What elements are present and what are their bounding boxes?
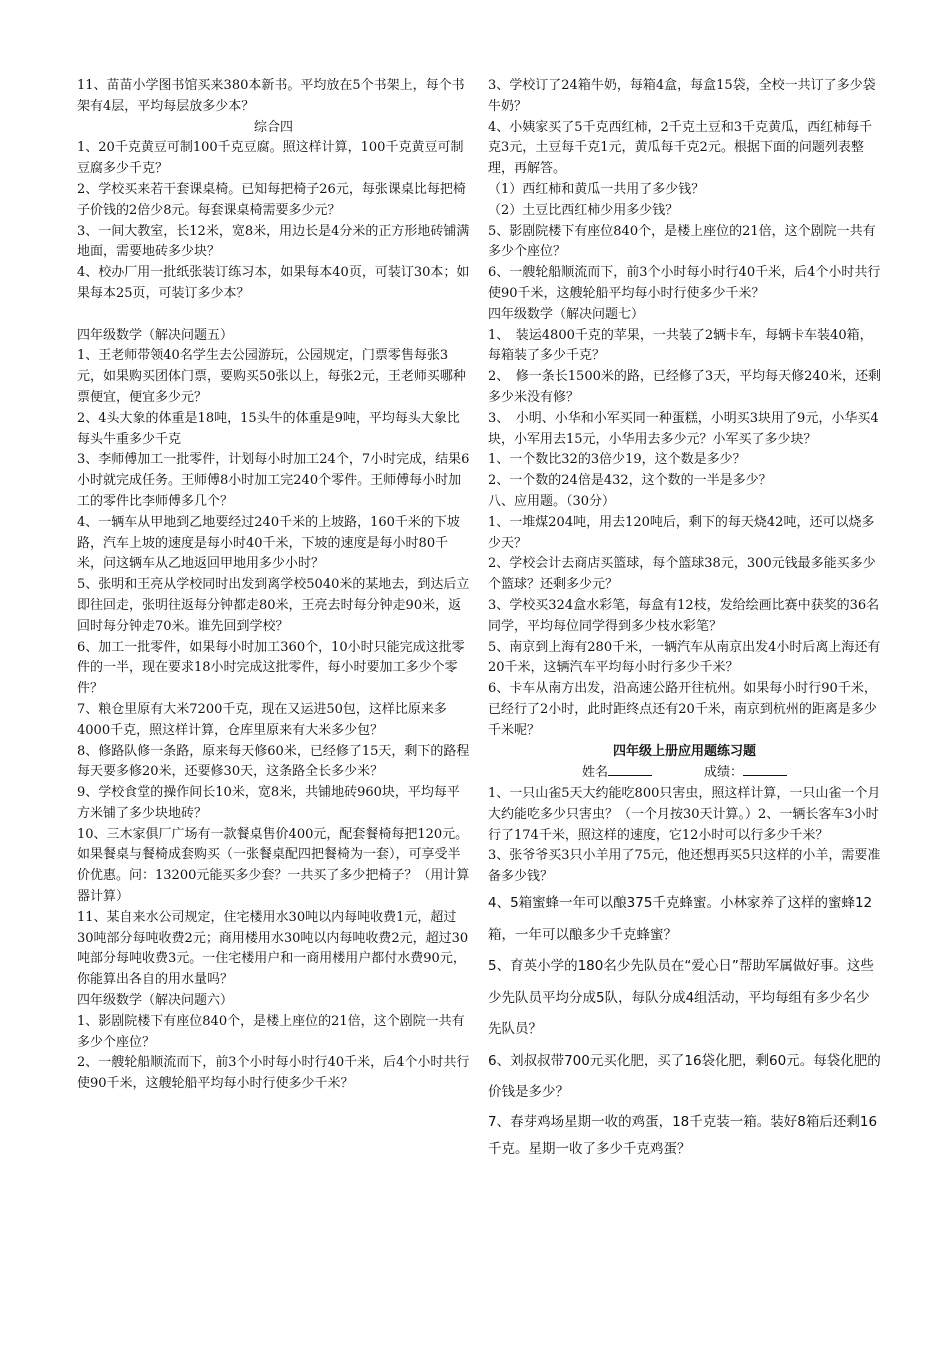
name-score-line <box>488 762 881 784</box>
section-heading: 四年级数学（解决问题五） <box>77 327 234 343</box>
problem-text: 1、一堆煤204吨，用去120吨后，剩下的每天烧42吨，还可以烧多少天？ <box>488 514 875 551</box>
problem-text: 1、影剧院楼下有座位840个，是楼上座位的21倍，这个剧院一共有多少个座位？ <box>77 1013 465 1050</box>
problem-text: 4、5箱蜜蜂一年可以酿375千克蜂蜜。小林家养了这样的蜜蜂12箱，一年可以酿多少千克蜂蜜？ <box>488 895 873 943</box>
score-blank <box>743 762 787 776</box>
problem-text: 3、一间大教室，长12米，宽8米，用边长是4分米的正方形地砖铺满地面，需要地砖多少块？ <box>77 223 470 260</box>
problem-text: 3、学校买324盒水彩笔，每盒有12枝，发给绘画比赛中获奖的36名同学，平均每位同学得到多少枝水彩笔？ <box>488 597 880 634</box>
problem-text: 2、 修一条长1500米的路，已经修了3天，平均每天修240米，还剩多少米没有修？ <box>488 369 881 405</box>
problem-text: 2、学校会计去商店买篮球，每个篮球38元，300元钱最多能买多少个篮球？还剩多少元？ <box>488 556 876 593</box>
spacer <box>77 305 470 326</box>
problem-text: 7、粮仓里原有大米7200千克，现在又运进50包，这样比原来多4000千克，照这样计算，仓库里原来有大米多少包？ <box>77 701 447 738</box>
problem-text: 11、苗苗小学图书馆买来380本新书。平均放在5个书架上，每个书架有4层，平均每层放多少本？ <box>77 78 465 114</box>
problem-text: 6、加工一批零件，如果每小时加工360个，10小时只能完成这批零件的一半，现在要求18小时完成这批零件，每小时要加工多少个零件？ <box>77 639 465 697</box>
name-label: 姓名 <box>581 765 608 781</box>
problem-text: 8、修路队修一条路，原来每天修60米，已经修了15天，剩下的路程每天要多修20米，还要修30天，这条路全长多少米？ <box>77 743 470 780</box>
problem-text: 5、张明和王亮从学校同时出发到离学校5040米的某地去，到达后立即往回走，张明往返每分钟都走80米，王亮去时每分钟走90米，返回时每分钟走70米。谁先回到学校？ <box>77 577 470 634</box>
section-heading: 综合四 <box>253 119 293 135</box>
problem-text: 3、李师傅加工一批零件，计划每小时加工24个，7小时完成，结果6小时就完成任务。王师傅8小时加工完240个零件。王师傅每小时加工的零件比李师傅多几个？ <box>77 452 470 509</box>
left-column <box>77 76 470 1095</box>
problem-text: 2、一个数的24倍是432，这个数的一半是多少？ <box>488 473 772 489</box>
problem-text: 1、一只山雀5天大约能吃800只害虫，照这样计算，一只山雀一个月大约能吃多少只害虫？（一个月按30天计算。）2、一辆长客车3小时行了174千米，照这样的速度，它12小时可以行多少千米？ <box>488 786 881 843</box>
sub-question: （2）土豆比西红柿少用多少钱？ <box>488 202 679 218</box>
problem-text: 3、学校订了24箱牛奶，每箱4盒，每盒15袋，全校一共订了多少袋牛奶？ <box>488 78 876 114</box>
worksheet-title: 四年级上册应用题练习题 <box>612 743 756 759</box>
problem-text: 6、刘叔叔带700元买化肥，买了16袋化肥，剩60元。每袋化肥的价钱是多少？ <box>488 1052 881 1101</box>
problem-text: 1、王老师带领40名学生去公园游玩，公园规定，门票零售每张3元，如果购买团体门票，要购买50张以上，每张2元，王老师买哪种票便宜，便宜多少元？ <box>77 348 466 405</box>
problem-text: 5、影剧院楼下有座位840个，是楼上座位的21倍，这个剧院一共有多少个座位？ <box>488 223 876 260</box>
problem-text: 5、南京到上海有280千米，一辆汽车从南京出发4小时后离上海还有20千米，这辆汽车平均每小时行多少千米？ <box>488 639 881 676</box>
problem-text: 3、 小明、小华和小军买同一种蛋糕，小明买3块用了9元，小华买4块，小军用去15元，小华用去多少元？小军买了多少块？ <box>488 410 879 447</box>
right-column <box>488 76 881 1163</box>
problem-text: 6、一艘轮船顺流而下，前3个小时每小时行40千米，后4个小时共行使90千米，这艘轮船平均每小时行使多少千米？ <box>488 265 881 301</box>
problem-text: 4、小姨家买了5千克西红柿，2千克土豆和3千克黄瓜，西红柿每千克3元，土豆每千克1元，黄瓜每千克2元。根据下面的问题列表整理，再解答。 <box>488 119 873 177</box>
problem-text: 4、一辆车从甲地到乙地要经过240千米的上坡路，160千米的下坡路，汽车上坡的速度是每小时40千米，下坡的速度是每小时80千米，问这辆车从乙地返回甲地用多少小时？ <box>77 514 460 572</box>
problem-text: 7、春芽鸡场星期一收的鸡蛋，18千克装一箱。装好8箱后还剩16千克。星期一收了多少千克鸡蛋？ <box>488 1113 878 1157</box>
score-label: 成绩： <box>704 765 744 781</box>
problem-text: 2、学校买来若干套课桌椅。已知每把椅子26元，每张课桌比每把椅子价钱的2倍少8元。每套课桌椅需要多少元？ <box>77 181 466 218</box>
problem-text: 9、学校食堂的操作间长10米，宽8米，共铺地砖960块，平均每平方米铺了多少块地砖？ <box>77 785 460 821</box>
problem-text: 1、一个数比32的3倍少19，这个数是多少？ <box>488 452 746 468</box>
problem-text: 1、20千克黄豆可制100千克豆腐。照这样计算，100千克黄豆可制豆腐多少千克？ <box>77 140 464 177</box>
section-heading: 四年级数学（解决问题七） <box>488 306 645 322</box>
section-heading: 八、应用题。（30分） <box>488 493 616 509</box>
problem-text: 1、 装运4800千克的苹果，一共装了2辆卡车，每辆卡车装40箱，每箱装了多少千克？ <box>488 327 873 364</box>
problem-text: 3、张爷爷买3只小羊用了75元，他还想再买5只这样的小羊，需要准备多少钱？ <box>488 848 881 885</box>
problem-text: 11、某自来水公司规定，住宅楼用水30吨以内每吨收费1元，超过30吨部分每吨收费2元；商用楼用水30吨以内每吨收费2元，超过30吨部分每吨收费3元。一住宅楼用户和一商用楼用户都付水费90元，你能算出各自的用水量吗？ <box>77 909 469 988</box>
problem-text: 2、一艘轮船顺流而下，前3个小时每小时行40千米，后4个小时共行使90千米，这艘轮船平均每小时行使多少千米？ <box>77 1055 470 1092</box>
problem-text: 4、校办厂用一批纸张装订练习本，如果每本40页，可装订30本；如果每本25页，可装订多少本？ <box>77 265 470 301</box>
section-heading: 四年级数学（解决问题六） <box>77 993 234 1009</box>
sub-question: （1）西红柿和黄瓜一共用了多少钱？ <box>488 181 705 197</box>
name-blank <box>608 762 652 776</box>
problem-text: 10、三木家俱厂广场有一款餐桌售价400元，配套餐椅每把120元。如果餐桌与餐椅成套购买（一张餐桌配四把餐椅为一套），可享受半价优惠。问：13200元能买多少套？一共买了多少把椅子？（用计算器计算） <box>77 826 470 905</box>
problem-text: 6、卡车从南方出发，沿高速公路开往杭州。如果每小时行90千米，已经行了2小时，此时距终点还有20千米，南京到杭州的距离是多少千米呢？ <box>488 681 877 738</box>
problem-text: 5、育英小学的180名少先队员在“爱心日”帮助军属做好事。这些少先队员平均分成5队，每队分成4组活动，平均每组有多少名少先队员？ <box>488 958 874 1038</box>
problem-text: 2、4头大象的体重是18吨，15头牛的体重是9吨，平均每头大象比每头牛重多少千克 <box>77 410 460 447</box>
